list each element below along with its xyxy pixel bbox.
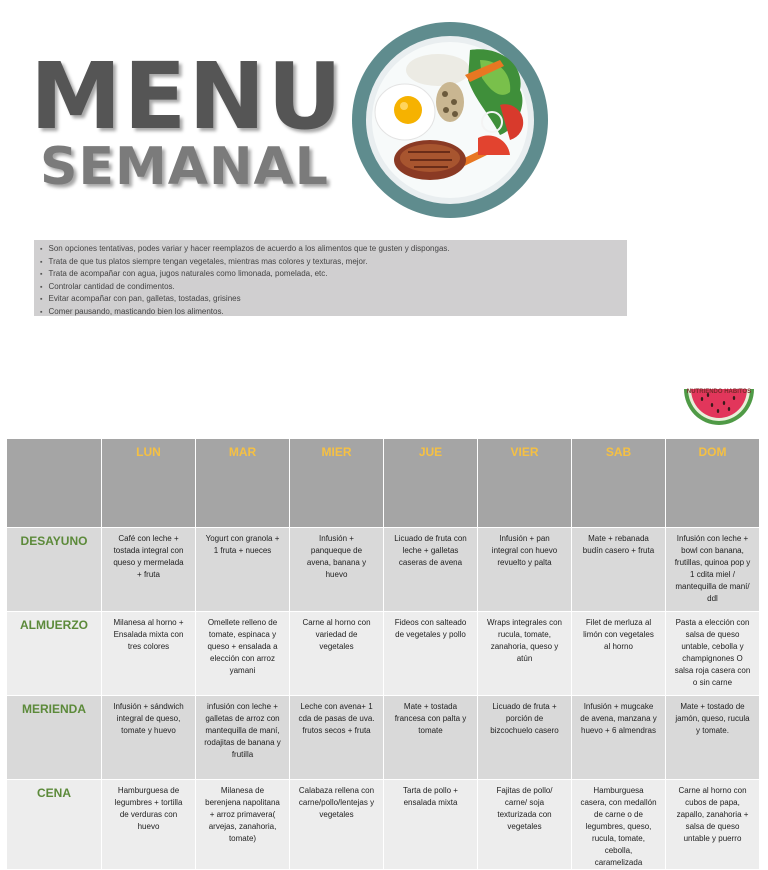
menu-cell: Hamburguesa casera, con medallón de carne o de legumbres, queso, rucula, tomate, cebolla, caramelizada [572, 780, 666, 870]
day-header: VIER [478, 439, 572, 528]
menu-cell: Fajitas de pollo/ carne/ soja texturizada con vegetales [478, 780, 572, 870]
title-block [30, 43, 345, 197]
menu-cell: Mate + tostado de jamón, queso, rucula y tomate. [666, 696, 760, 780]
menu-cell: Pasta a elección con salsa de queso untable, cebolla y champignones O salsa roja casera con o sin carne [666, 612, 760, 696]
logo-text: NUTRIENDO HABITOS [686, 389, 752, 395]
plate-illustration [350, 20, 550, 220]
notes-list [40, 243, 621, 319]
title-menu: MENU [30, 43, 345, 150]
table-row [7, 696, 760, 780]
note-item: ▪ Son opciones tentativas, podes variar y hacer reemplazos de acuerdo a los alimentos que te gusten y dispongas. [40, 243, 621, 256]
note-item: ▪ Controlar cantidad de condimentos. [40, 281, 621, 294]
menu-cell: Hamburguesa de legumbres + tortilla de verduras con huevo [102, 780, 196, 870]
note-item: ▪ Evitar acompañar con pan, galletas, tostadas, grisines [40, 293, 621, 306]
note-item: ▪ Trata de que tus platos siempre tengan vegetales, mientras mas colores y texturas, mejor. [40, 256, 621, 269]
menu-cell: Mate + rebanada budín casero + fruta [572, 528, 666, 612]
menu-cell: Calabaza rellena con carne/pollo/lentejas y vegetales [290, 780, 384, 870]
table-row [7, 528, 760, 612]
menu-cell: Wraps integrales con rucula, tomate, zanahoria, queso y atún [478, 612, 572, 696]
title-semanal: SEMANAL [40, 137, 329, 197]
watermelon-logo-icon [682, 383, 756, 429]
header-corner [7, 439, 102, 528]
notes-box [34, 240, 627, 316]
table-row [7, 612, 760, 696]
menu-cell: Fideos con salteado de vegetales y pollo [384, 612, 478, 696]
menu-cell: infusión con leche + galletas de arroz con mantequilla de maní, rodajitas de banana y frutilla [196, 696, 290, 780]
menu-cell: Milanesa de berenjena napolitana + arroz primavera( arvejas, zanahoria, tomate) [196, 780, 290, 870]
day-header: MAR [196, 439, 290, 528]
menu-cell: Leche con avena+ 1 cda de pasas de uva. frutos secos + fruta [290, 696, 384, 780]
meal-label: CENA [7, 780, 102, 870]
menu-cell: Filet de merluza al limón con vegetales al horno [572, 612, 666, 696]
meal-label: DESAYUNO [7, 528, 102, 612]
menu-cell: Infusión + panqueque de avena, banana y huevo [290, 528, 384, 612]
menu-cell: Carne al horno con cubos de papa, zapallo, zanahoria + salsa de queso untable y puerro [666, 780, 760, 870]
day-header: MIER [290, 439, 384, 528]
menu-cell: Licuado de fruta con leche + galletas caseras de avena [384, 528, 478, 612]
menu-cell: Omellete relleno de tomate, espinaca y queso + ensalada a elección con arroz yamani [196, 612, 290, 696]
menu-cell: Infusión + sándwich integral de queso, tomate y huevo [102, 696, 196, 780]
note-item: ▪ Trata de acompañar con agua, jugos naturales como limonada, pomelada, etc. [40, 268, 621, 281]
menu-cell: Infusión con leche + bowl con banana, frutillas, quinoa pop y 1 cdita miel / mantequilla de maní/ ddl [666, 528, 760, 612]
meal-label: MERIENDA [7, 696, 102, 780]
menu-cell: Tarta de pollo + ensalada mixta [384, 780, 478, 870]
day-header: LUN [102, 439, 196, 528]
menu-cell: Yogurt con granola + 1 fruta + nueces [196, 528, 290, 612]
day-header: SAB [572, 439, 666, 528]
header-row [7, 439, 760, 528]
day-header: JUE [384, 439, 478, 528]
menu-cell: Milanesa al horno + Ensalada mixta con tres colores [102, 612, 196, 696]
menu-cell: Licuado de fruta + porción de bizcochuelo casero [478, 696, 572, 780]
menu-cell: Café con leche + tostada integral con queso y mermelada + fruta [102, 528, 196, 612]
note-item: ▪ Comer pausando, masticando bien los alimentos. [40, 306, 621, 319]
day-header: DOM [666, 439, 760, 528]
menu-cell: Mate + tostada francesa con palta y tomate [384, 696, 478, 780]
weekly-menu-table [6, 438, 760, 870]
menu-cell: Carne al horno con variedad de vegetales [290, 612, 384, 696]
table-row [7, 780, 760, 870]
menu-cell: Infusión + mugcake de avena, manzana y huevo + 6 almendras [572, 696, 666, 780]
menu-cell: Infusión + pan integral con huevo revuelto y palta [478, 528, 572, 612]
meal-label: ALMUERZO [7, 612, 102, 696]
